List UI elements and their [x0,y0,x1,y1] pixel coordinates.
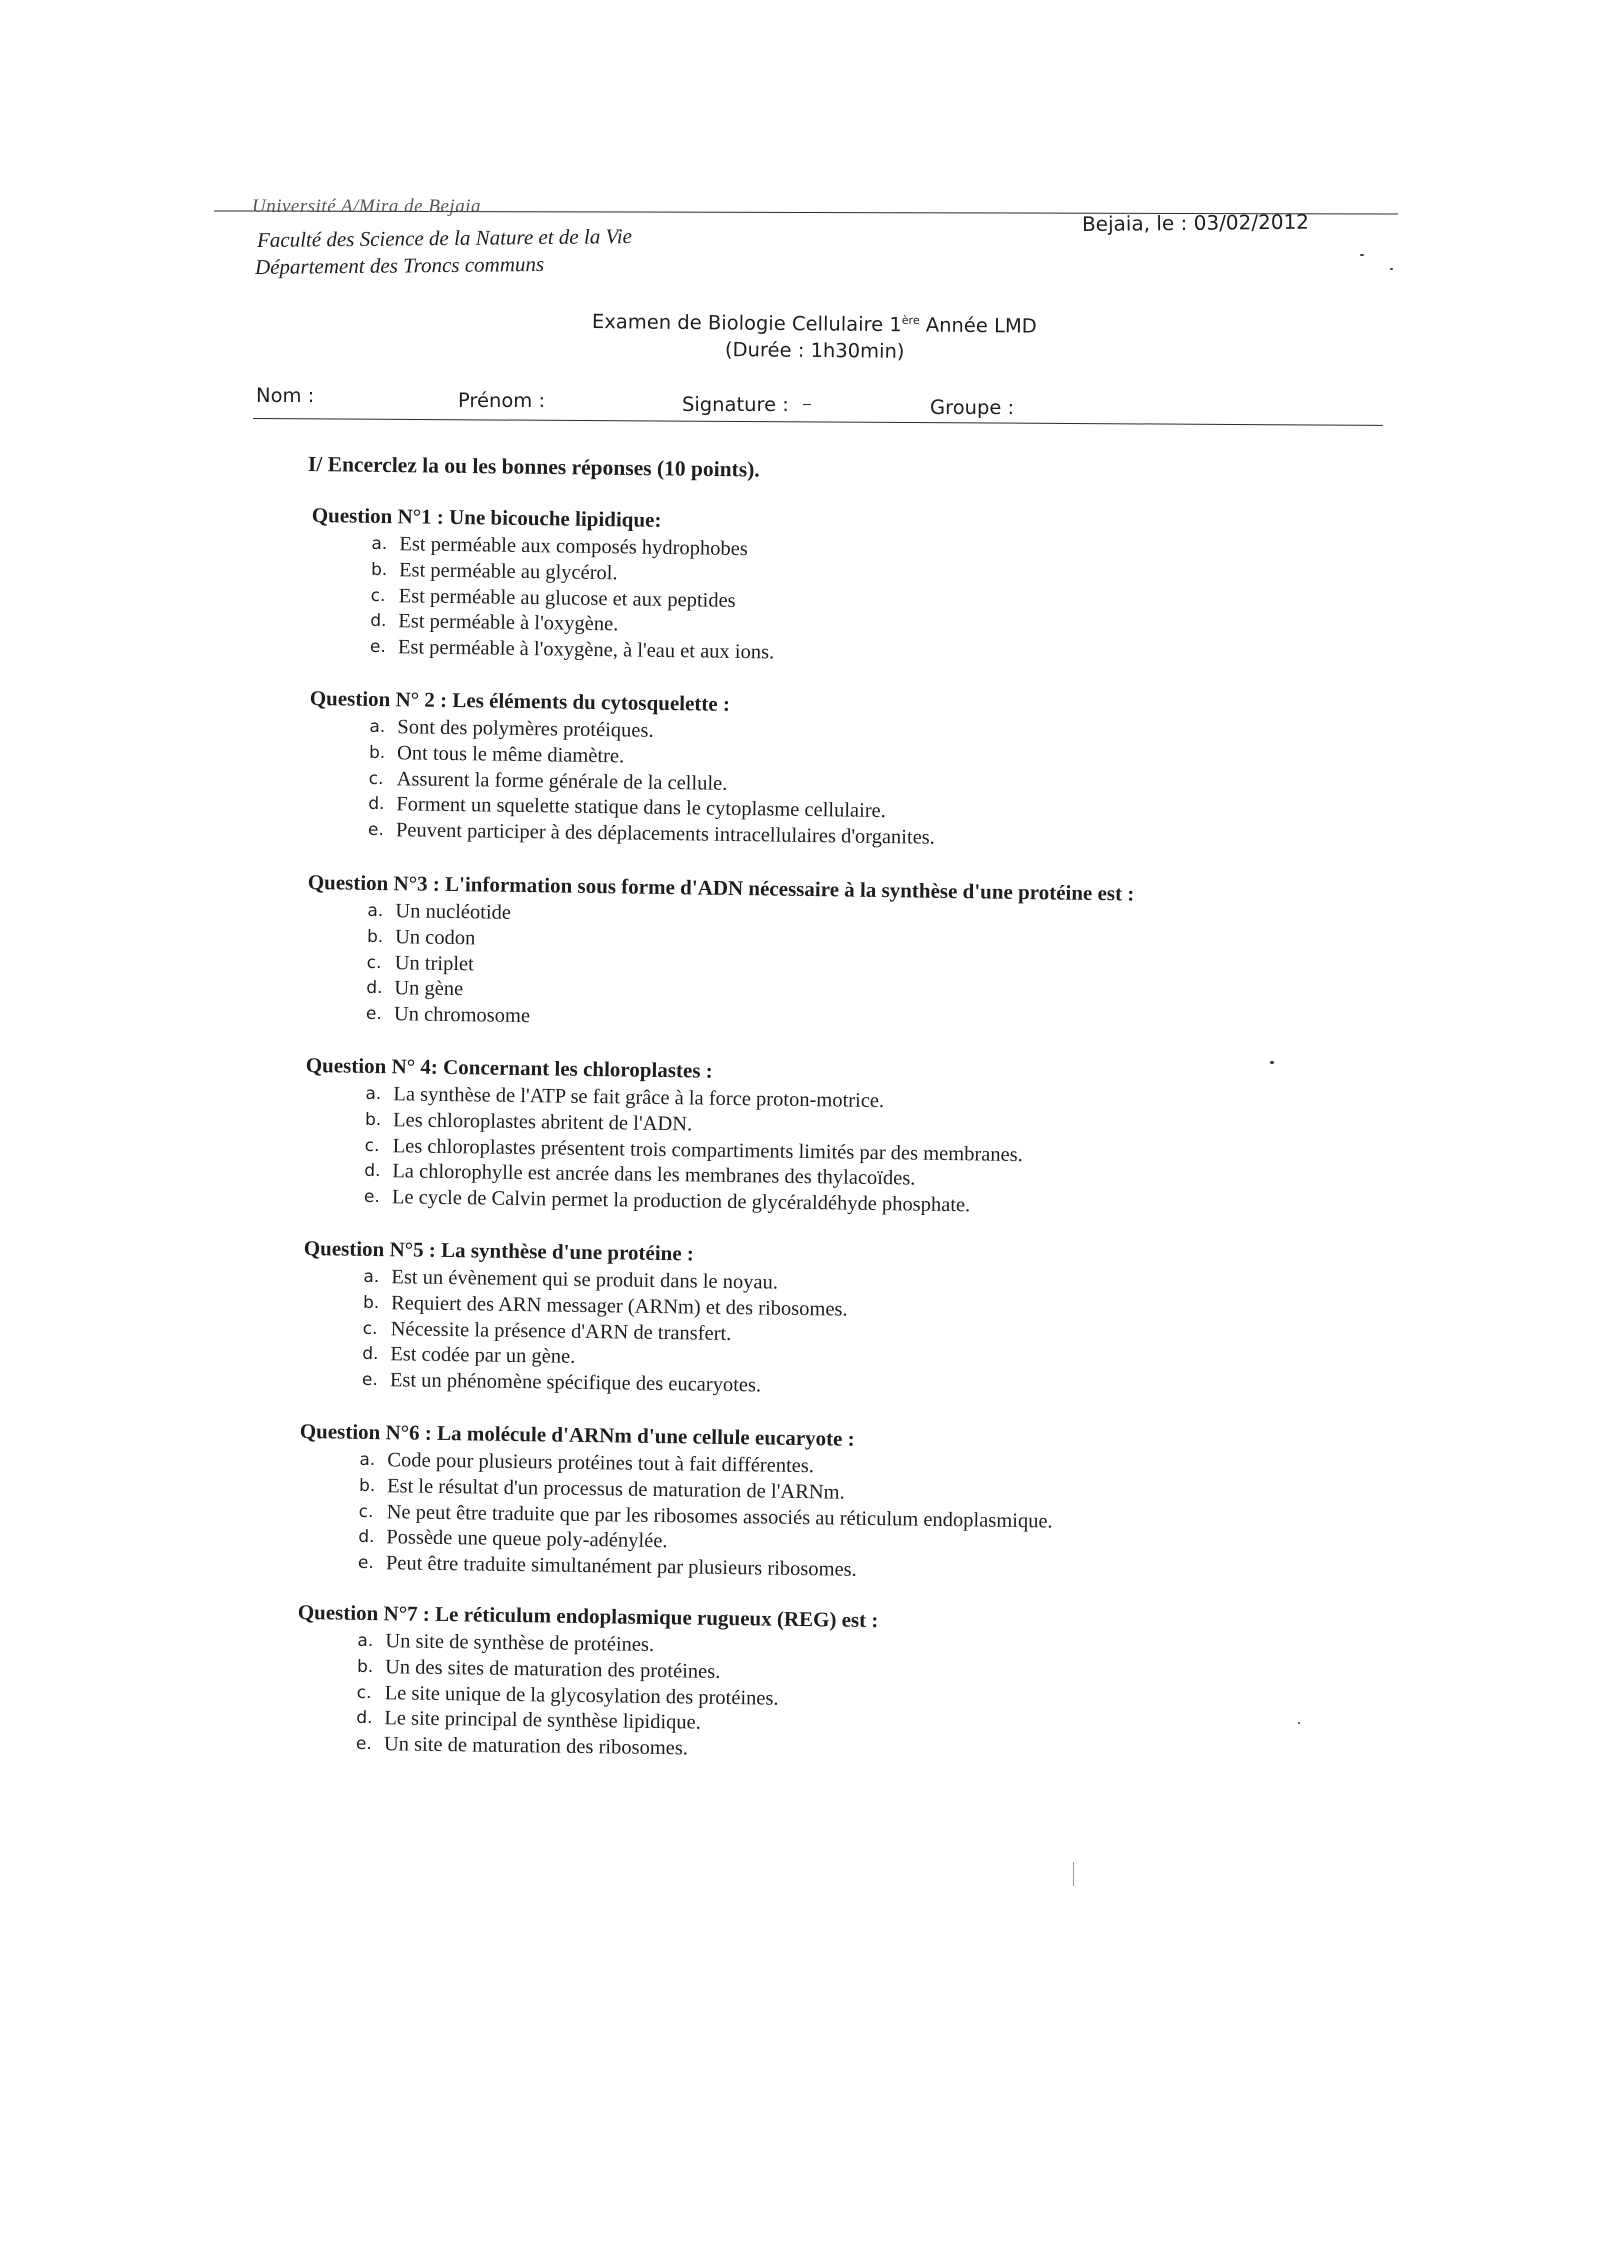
question-block [308,683,1310,857]
option-letter: d. [362,1344,379,1365]
option-letter: d. [358,1527,375,1548]
option-text: Est un phénomène spécifique des eucaryotes. [389,1369,762,1397]
scan-speck [1390,268,1393,270]
question-text: Les éléments du cytosquelette : [452,687,731,716]
option-text: Est codée par un gène. [390,1343,576,1369]
scan-mark [1073,1862,1074,1886]
option-text: Est perméable aux composés hydrophobes [399,533,748,561]
option-text: Le site unique de la glycosylation des protéines. [384,1681,779,1710]
option-text: Est perméable au glucose et aux peptides [398,584,736,612]
question-text: Concernant les chloroplastes : [442,1054,713,1083]
option-text: Les chloroplastes abritent de l'ADN. [392,1109,693,1136]
exam-title: Examen de Biologie Cellulaire 1ère Année LMD [591,310,1037,338]
option-text: Est perméable à l'oxygène, à l'eau et aux ions. [397,636,775,664]
option-letter: b. [366,926,384,947]
option-text: Est perméable au glycérol. [398,559,618,585]
question-number: Question N°3 : [307,869,441,896]
fields-rule [253,418,1383,426]
option-letter: b. [362,1292,380,1313]
question-number: Question N°6 : [299,1418,433,1445]
option-text: Code pour plusieurs protéines tout à fait différentes. [387,1449,815,1478]
option-letter: e. [365,1004,382,1025]
question-number: Question N° 4: [305,1052,439,1079]
exam-duration: (Durée : 1h30min) [724,338,905,363]
question-number: Question N°5 : [303,1235,437,1262]
option-letter: c. [364,1135,380,1156]
question-number: Question N°1 : [311,502,445,529]
option-text: Un codon [394,926,476,950]
scan-speck [1298,1722,1300,1724]
question-text: L'information sous forme d'ADN nécessaire à la synthèse d'une protéine est : [444,871,1135,906]
question-number: Question N°7 : [297,1599,431,1626]
option-letter: b. [356,1656,374,1677]
option-letter: b. [358,1475,376,1496]
option-text: Un nucléotide [395,900,512,924]
scan-speck [1360,254,1364,256]
option-text: Sont des polymères protéiques. [397,716,654,742]
faculty-name: Faculté des Science de la Nature et de la Vie [256,224,633,252]
option-letter: e. [361,1370,378,1391]
question-block [310,500,1312,674]
question-block [298,1416,1300,1590]
question-text: Le réticulum endoplasmique rugueux (REG) est : [434,1601,879,1633]
option-text: Le cycle de Calvin permet la production de glycéraldéhyde phosphate. [391,1186,971,1217]
option-text: Ont tous le même diamètre. [396,742,625,768]
option-letter: a. [369,716,386,738]
option-text: Un des sites de maturation des protéines. [384,1656,721,1683]
option-letter: c. [366,952,382,973]
option-text: Un triplet [394,951,474,975]
option-text: Un site de synthèse de protéines. [385,1630,655,1656]
option-text: Le site principal de synthèse lipidique. [384,1707,701,1735]
option-letter: c. [370,585,386,606]
option-letter: a. [359,1449,376,1471]
option-letter: a. [367,900,384,922]
option-letter: a. [365,1083,382,1105]
option-letter: b. [364,1109,382,1130]
signature-label: Signature : [682,393,789,416]
nom-label: Nom : [256,384,315,407]
option-text: Nécessite la présence d'ARN de transfert. [390,1317,732,1345]
option-text: Un site de maturation des ribosomes. [383,1733,689,1760]
option-text: Un gène [394,977,464,1001]
option-text: Ne peut être traduite que par les ribosomes associés au réticulum endoplasmique. [386,1500,1053,1533]
option-text: Un chromosome [393,1003,531,1028]
option-text: Peuvent participer à des déplacements intracellulaires d'organites. [395,819,936,849]
signature-tick [803,404,811,405]
option-letter: a. [357,1630,374,1652]
option-letter: e. [355,1734,372,1755]
exam-date: Bejaia, le : 03/02/2012 [1081,209,1310,236]
option-letter: d. [368,794,385,815]
option-letter: c. [356,1682,372,1703]
option-letter: d. [370,611,387,632]
option-letter: e. [369,637,386,658]
option-text: La chlorophylle est ancrée dans les membranes des thylacoïdes. [392,1160,916,1190]
option-letter: d. [364,1161,381,1182]
option-text: Possède une queue poly-adénylée. [386,1526,668,1553]
question-number: Question N° 2 : [309,685,448,712]
question-block [302,1233,1304,1407]
university-name: Université A/Mira de Bejaia [252,196,481,217]
option-letter: d. [356,1708,373,1729]
section-heading: I/ Encerclez la ou les bonnes réponses (10 points). [307,452,760,482]
option-letter: b. [368,742,386,763]
option-text: La synthèse de l'ATP se fait grâce à la force proton-motrice. [393,1083,885,1113]
option-letter: e. [363,1187,380,1208]
option-letter: d. [366,978,383,999]
option-text: Assurent la forme générale de la cellule. [396,767,728,795]
option-letter: b. [370,559,388,580]
option-text: Forment un squelette statique dans le cytoplasme cellulaire. [396,793,886,823]
option-letter: a. [363,1266,380,1288]
option-letter: c. [358,1501,374,1522]
option-letter: e. [357,1553,374,1574]
option-text: Est perméable à l'oxygène. [398,610,619,636]
question-block [304,1050,1306,1224]
question-block [306,867,1308,1041]
option-text: Est le résultat d'un processus de maturation de l'ARNm. [386,1475,845,1504]
option-text: Requiert des ARN messager (ARNm) et des ribosomes. [390,1292,848,1321]
option-letter: c. [368,768,384,789]
option-text: Peut être traduite simultanément par plusieurs ribosomes. [385,1552,857,1581]
prenom-label: Prénom : [458,389,546,412]
option-text: Les chloroplastes présentent trois compartiments limités par des membranes. [392,1134,1023,1166]
option-text: Est un évènement qui se produit dans le noyau. [391,1266,779,1294]
question-text: Une bicouche lipidique: [448,504,662,532]
groupe-label: Groupe : [930,396,1015,419]
question-text: La molécule d'ARNm d'une cellule eucaryote : [436,1420,855,1451]
option-letter: c. [362,1318,378,1339]
option-letter: a. [371,533,388,555]
department-name: Département des Troncs communs [254,251,545,279]
question-block [296,1597,1298,1771]
question-text: La synthèse d'une protéine : [440,1237,695,1266]
scan-speck [1270,1061,1274,1064]
option-letter: e. [367,820,384,841]
